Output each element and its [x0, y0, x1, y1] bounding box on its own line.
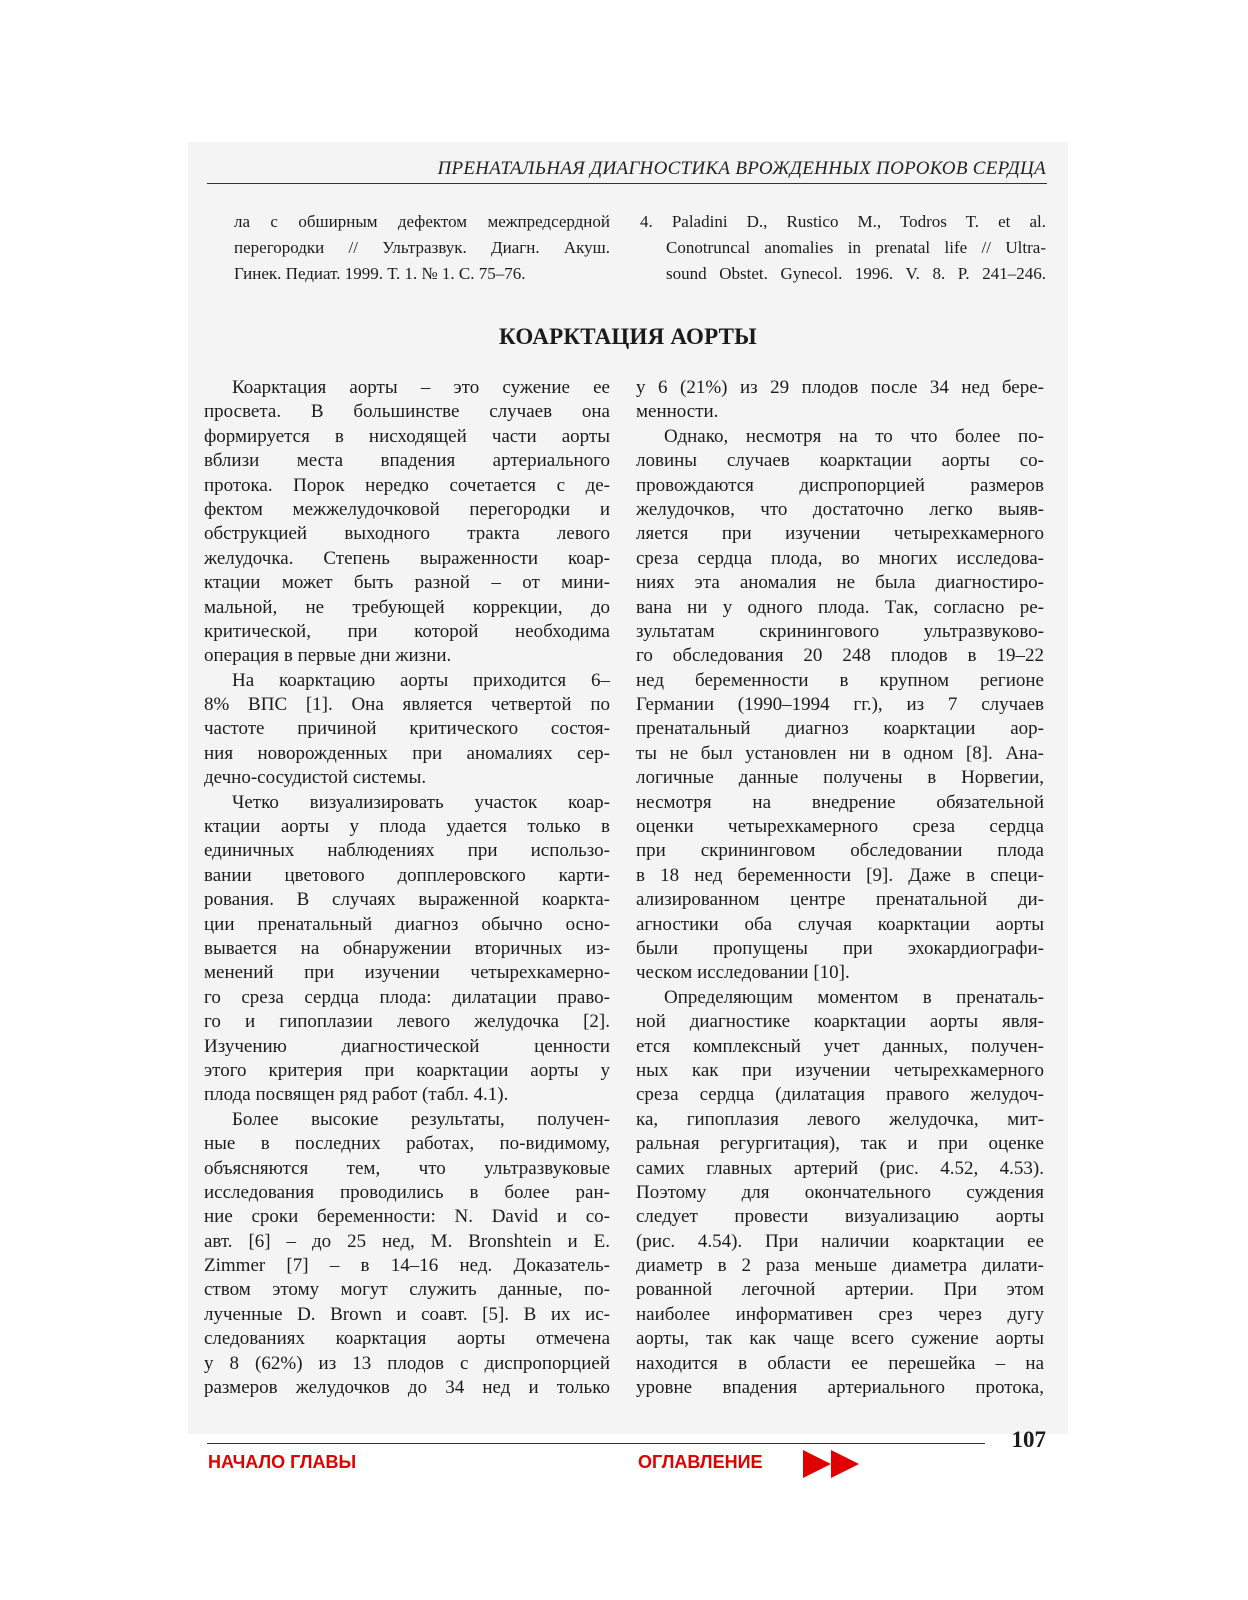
text-line: желудочков, что достаточно легко выяв- — [636, 498, 1044, 520]
text-line: Коарктация аорты – это сужение ее — [232, 377, 610, 398]
text-line: дечно-сосудистой системы. — [204, 767, 427, 789]
reference-line: Conotruncal anomalies in prenatal life // Ultra- — [666, 238, 1046, 257]
text-line: провождаются диспропорцией размеров — [636, 474, 1044, 496]
body-column-right — [636, 376, 1044, 1400]
text-line: логичные данные получены в Норвегии, — [636, 767, 1044, 789]
text-line: ные в последних работах, по-видимому, — [204, 1133, 610, 1155]
text-line: го среза сердца плода: дилатации право- — [204, 986, 610, 1008]
text-line: при скрининговом обследовании плода — [636, 840, 1044, 862]
text-line: нед беременности в крупном регионе — [636, 669, 1044, 691]
text-line: формируется в нисходящей части аорты — [204, 425, 610, 447]
text-line: желудочка. Степень выраженности коар- — [204, 547, 610, 569]
text-line: ется комплексный учет данных, получен- — [636, 1035, 1044, 1057]
text-line: ством этому могут служить данные, по- — [204, 1279, 610, 1301]
text-line: ализированном центре пренатальной ди- — [636, 889, 1044, 911]
text-line: го обследования 20 248 плодов в 19–22 — [636, 645, 1044, 667]
running-head: ПРЕНАТАЛЬНАЯ ДИАГНОСТИКА ВРОЖДЕННЫХ ПОРОКОВ СЕРДЦА — [437, 158, 1046, 179]
table-of-contents-link[interactable]: ОГЛАВЛЕНИЕ — [638, 1452, 763, 1472]
text-line: ктации аорты у плода удается только в — [204, 816, 610, 838]
reference-line: 4. Paladini D., Rustico M., Todros T. et al. — [640, 212, 1046, 231]
text-line: диаметр в 2 раза меньше диаметра дилати- — [636, 1255, 1044, 1277]
text-line: оценки четырехкамерного среза сердца — [636, 816, 1044, 838]
text-line: в 18 нед беременности [9]. Даже в специ- — [636, 864, 1044, 886]
footer-divider — [207, 1443, 985, 1444]
text-line: аорты, так как чаще всего сужение аорты — [636, 1328, 1044, 1350]
text-line: мальной, не требующей коррекции, до — [204, 596, 610, 618]
text-line: самих главных артерий (рис. 4.52, 4.53). — [636, 1157, 1044, 1179]
text-line: единичных наблюдениях при использо- — [204, 840, 610, 862]
text-line: Определяющим моментом в пренаталь- — [664, 986, 1044, 1008]
text-line: исследования проводились в более ран- — [204, 1181, 610, 1203]
reference-block-right — [640, 209, 1046, 287]
text-line: критической, при которой необходима — [204, 620, 610, 642]
text-line: у 6 (21%) из 29 плодов после 34 нед бере- — [636, 377, 1044, 398]
text-line: 8% ВПС [1]. Она является четвертой по — [204, 694, 610, 716]
reference-block-left — [234, 209, 610, 287]
text-line: Германии (1990–1994 гг.), из 7 случаев — [636, 694, 1044, 716]
text-line: ловины случаев коарктации аорты со- — [636, 450, 1044, 472]
text-line: операция в первые дни жизни. — [204, 645, 452, 667]
text-line: Поэтому для окончательного суждения — [636, 1181, 1044, 1203]
text-line: пренатальный диагноз коарктации аор- — [636, 718, 1044, 740]
text-line: объясняются тем, что ультразвуковые — [204, 1157, 610, 1179]
text-line: Четко визуализировать участок коар- — [232, 791, 610, 813]
text-line: го и гипоплазии левого желудочка [2]. — [204, 1011, 610, 1033]
reference-line: перегородки // Ультразвук. Диагн. Акуш. — [234, 238, 610, 257]
text-line: среза сердца плода, во многих исследова- — [636, 547, 1044, 569]
header-divider — [207, 183, 1047, 184]
text-line: вывается на обнаружении вторичных из- — [204, 937, 610, 959]
double-arrow-right-icon-graphic — [803, 1450, 861, 1478]
text-line: рованной легочной артерии. При этом — [636, 1279, 1044, 1301]
text-line: следованиях коарктация аорты отмечена — [204, 1328, 610, 1350]
section-title: КОАРКТАЦИЯ АОРТЫ — [499, 324, 757, 349]
double-arrow-right-icon[interactable] — [803, 1450, 861, 1478]
text-line: На коарктацию аорты приходится 6– — [232, 669, 610, 691]
text-line: агностики оба случая коарктации аорты — [636, 913, 1044, 935]
text-line: протока. Порок нередко сочетается с де- — [204, 474, 610, 496]
text-line: следует провести визуализацию аорты — [636, 1206, 1044, 1228]
text-line: Изучению диагностической ценности — [204, 1035, 610, 1057]
text-line: среза сердца (дилатация правого желудоч- — [636, 1084, 1044, 1106]
reference-line: sound Obstet. Gynecol. 1996. V. 8. P. 241–246. — [666, 264, 1046, 283]
text-line: ктации может быть разной – от мини- — [204, 572, 610, 594]
text-line: (рис. 4.54). При наличии коарктации ее — [636, 1230, 1044, 1252]
text-line: Более высокие результаты, получен- — [232, 1108, 610, 1130]
chapter-start-link[interactable]: НАЧАЛО ГЛАВЫ — [208, 1452, 357, 1472]
page-number: 107 — [1011, 1427, 1046, 1452]
text-line: ниях эта аномалия не была диагностиро- — [636, 572, 1044, 594]
text-line: лученные D. Brown и соавт. [5]. В их ис- — [204, 1303, 610, 1325]
text-line: несмотря на внедрение обязательной — [636, 791, 1044, 813]
text-line: менений при изучении четырехкамерно- — [204, 962, 610, 984]
text-line: ка, гипоплазия левого желудочка, мит- — [636, 1108, 1044, 1130]
text-line: ной диагностике коарктации аорты явля- — [636, 1011, 1044, 1033]
text-line: наиболее информативен срез через дугу — [636, 1303, 1044, 1325]
text-line: ты не был установлен ни в одном [8]. Ана- — [636, 742, 1044, 764]
text-line: ческом исследовании [10]. — [636, 962, 850, 984]
text-line: Zimmer [7] – в 14–16 нед. Доказатель- — [204, 1255, 610, 1277]
text-line: вана ни у одного плода. Так, согласно ре- — [636, 596, 1044, 618]
text-line: ние сроки беременности: N. David и со- — [204, 1206, 610, 1228]
reference-line: ла с обширным дефектом межпредсердной — [234, 212, 610, 231]
text-line: уровне впадения артериального протока, — [636, 1377, 1044, 1399]
text-line: ции пренатальный диагноз обычно осно- — [204, 913, 610, 935]
text-line: были пропущены при эхокардиографи- — [636, 937, 1044, 959]
text-line: этого критерия при коарктации аорты у — [204, 1059, 610, 1081]
text-line: рования. В случаях выраженной коаркта- — [204, 889, 610, 911]
text-line: обструкцией выходного тракта левого — [204, 523, 610, 545]
text-line: у 8 (62%) из 13 плодов с диспропорцией — [204, 1352, 610, 1374]
text-line: вблизи места впадения артериального — [204, 450, 610, 472]
text-line: менности. — [636, 401, 719, 423]
text-line: ных как при изучении четырехкамерного — [636, 1059, 1044, 1081]
text-line: находится в области ее перешейка – на — [636, 1352, 1044, 1374]
text-line: Однако, несмотря на то что более по- — [664, 425, 1044, 447]
text-line: размеров желудочков до 34 нед и только — [204, 1377, 610, 1399]
text-line: зультатам скринингового ультразвуково- — [636, 620, 1044, 642]
reference-line: Гинек. Педиат. 1999. Т. 1. № 1. С. 75–76. — [234, 264, 526, 283]
text-line: просвета. В большинстве случаев она — [204, 401, 610, 423]
text-line: ральная регургитация), так и при оценке — [636, 1133, 1044, 1155]
text-line: вании цветового допплеровского карти- — [204, 864, 610, 886]
text-line: фектом межжелудочковой перегородки и — [204, 498, 610, 520]
body-column-left — [204, 376, 610, 1400]
text-line: ния новорожденных при аномалиях сер- — [204, 742, 610, 764]
text-line: ляется при изучении четырехкамерного — [636, 523, 1044, 545]
text-line: авт. [6] – до 25 нед, M. Bronshtein и E. — [204, 1230, 610, 1252]
text-line: плода посвящен ряд работ (табл. 4.1). — [204, 1084, 509, 1106]
text-line: частоте причиной критического состоя- — [204, 718, 610, 740]
